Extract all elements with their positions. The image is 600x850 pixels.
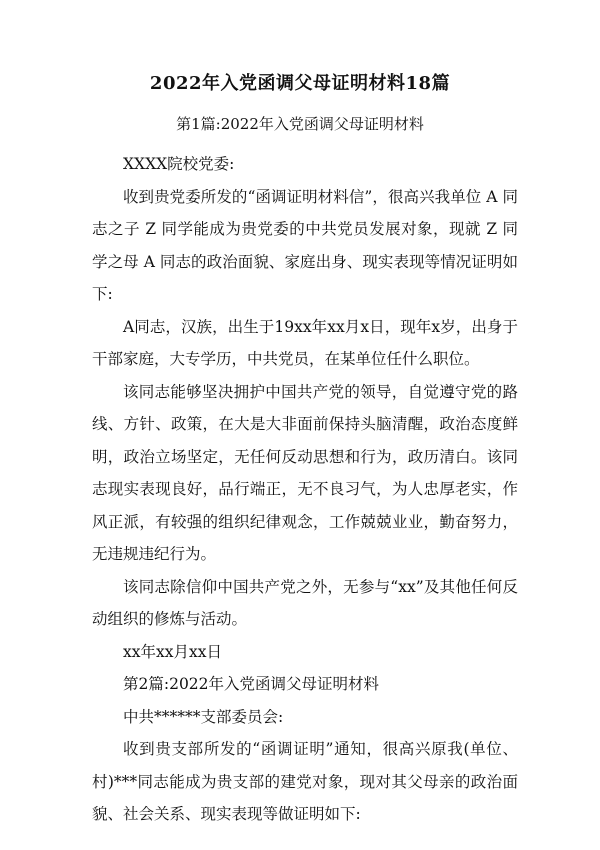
paragraph: 收到贵支部所发的“函调证明”通知，很高兴原我(单位、村)***同志能成为贵支部的建党对象，现对其父母亲的政治面貌、社会关系、现实表现等做证明如下: — [92, 740, 518, 823]
section-heading-2: 第2篇:2022年入党函调父母证明材料 — [123, 675, 380, 693]
document-title: 2022年入党函调父母证明材料18篇 — [149, 73, 451, 94]
salutation-2: 中共******支部委员会: — [123, 707, 284, 726]
paragraph: A同志，汉族，出生于19xx年xx月x日，现年x岁，出身于干部家庭，大专学历，中共党员，在某单位任什么职位。 — [92, 317, 518, 368]
paragraph: 该同志除信仰中国共产党之外，无参与“xx”及其他任何反动组织的修炼与活动。 — [92, 577, 518, 628]
document-body — [92, 148, 518, 831]
section-heading: 第1篇:2022年入党函调父母证明材料 — [176, 115, 424, 133]
paragraph: 该同志能够坚决拥护中国共产党的领导，自觉遵守党的路线、方针、政策，在大是大非面前保持头脑清醒，政治态度鲜明，政治立场坚定，无任何反动思想和行为，政历清白。该同志现实表现良好，品行端正，无不良习气，为人忠厚老实，作风正派，有较强的组织纪律观念，工作兢兢业业，勤奋努力，无违规违纪行为。 — [92, 382, 518, 563]
paragraph: 收到贵党委所发的“函调证明材料信”，很高兴我单位 A 同志之子 Z 同学能成为贵党委的中共党员发展对象，现就 Z 同学之母 A 同志的政治面貌、家庭出身、现实表现等情况证明如下: — [92, 187, 518, 303]
date-line: xx年xx月xx日 — [123, 642, 222, 661]
salutation: XXXX院校党委: — [123, 155, 235, 173]
